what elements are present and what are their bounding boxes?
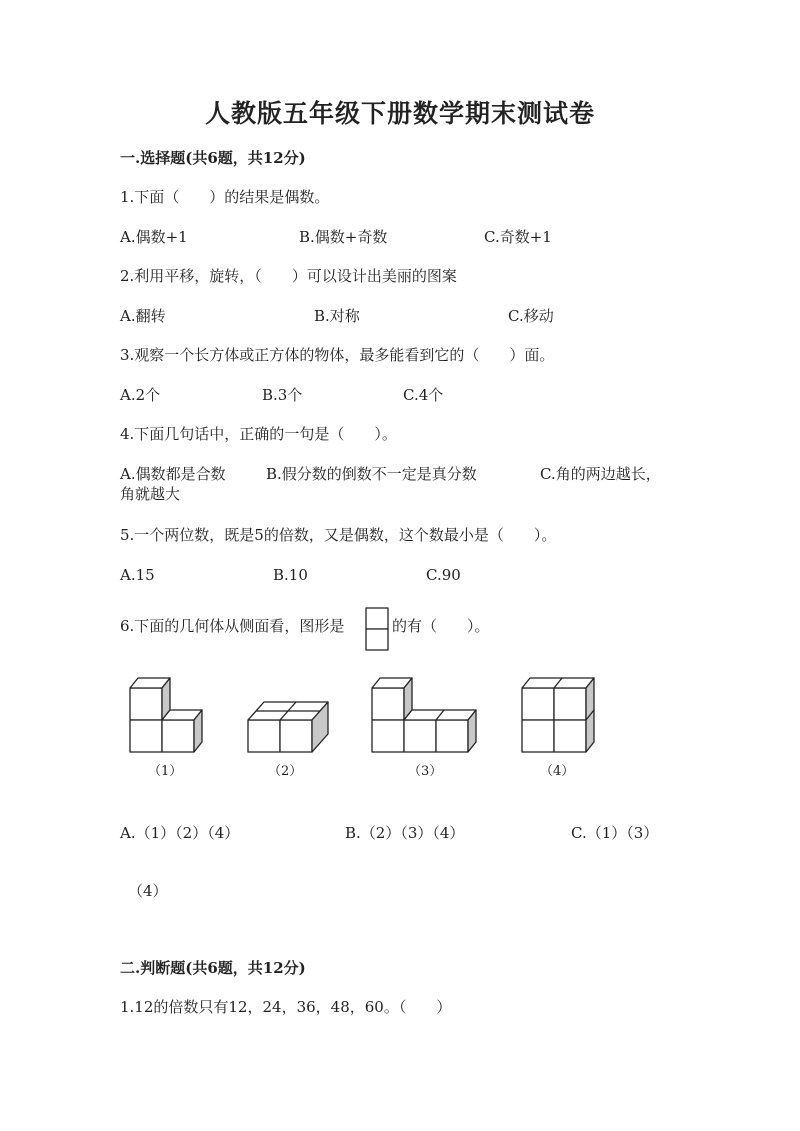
q5-option-b: B.10 — [273, 566, 308, 584]
q5-option-a: A.15 — [120, 566, 155, 584]
q2-option-a: A.翻转 — [120, 307, 166, 325]
solid-figure-2 — [244, 698, 330, 756]
q2-option-c: C.移动 — [508, 307, 554, 325]
question-6-stem-before: 6.下面的几何体从侧面看，图形是 — [120, 617, 345, 635]
question-4-stem: 4.下面几句话中，正确的一句是（ ）。 — [120, 425, 397, 443]
q2-option-b: B.对称 — [314, 307, 360, 325]
figure-label-2: （2） — [268, 764, 303, 779]
q3-option-c: C.4个 — [403, 386, 444, 404]
side-view-figure — [364, 606, 390, 652]
q6-option-c: C.（1）（3） — [571, 824, 659, 842]
solid-figure-1 — [126, 676, 210, 756]
solid-figure-4 — [518, 676, 602, 756]
page-title: 人教版五年级下册数学期末测试卷 — [204, 99, 595, 128]
question-5-stem: 5.一个两位数，既是5的倍数，又是偶数，这个数最小是（ ）。 — [120, 526, 557, 544]
question-3-stem: 3.观察一个长方体或正方体的物体，最多能看到它的（ ）面。 — [120, 346, 555, 364]
q4-option-c: C.角的两边越长， — [540, 465, 661, 483]
question-1-stem: 1.下面（ ）的结果是偶数。 — [120, 188, 330, 206]
q5-option-c: C.90 — [426, 566, 461, 584]
tf-question-1-stem: 1.12的倍数只有12，24，36，48，60。（ ） — [120, 998, 452, 1016]
solid-figure-3 — [368, 676, 484, 756]
q4-option-c-continued: 角就越大 — [120, 485, 181, 503]
q1-option-a: A.偶数+1 — [120, 228, 188, 246]
q6-option-b: B.（2）（3）（4） — [345, 824, 465, 842]
figure-label-4: （4） — [540, 764, 575, 779]
question-2-stem: 2.利用平移，旋转，（ ）可以设计出美丽的图案 — [120, 267, 457, 285]
q6-option-c-continued: （4） — [128, 882, 168, 900]
q3-option-b: B.3个 — [262, 386, 303, 404]
figure-label-1: （1） — [148, 764, 183, 779]
section-heading-choice: 一.选择题(共6题，共12分) — [120, 149, 306, 167]
q4-option-b: B.假分数的倒数不一定是真分数 — [266, 465, 477, 483]
q1-option-c: C.奇数+1 — [484, 228, 552, 246]
figure-label-3: （3） — [408, 764, 443, 779]
q1-option-b: B.偶数+奇数 — [299, 228, 388, 246]
q6-option-a: A.（1）（2）（4） — [120, 824, 240, 842]
section-heading-true-false: 二.判断题(共6题，共12分) — [120, 959, 306, 977]
q3-option-a: A.2个 — [120, 386, 161, 404]
q4-option-a: A.偶数都是合数 — [120, 465, 226, 483]
question-6-stem-after: 的有（ ）。 — [392, 617, 490, 635]
